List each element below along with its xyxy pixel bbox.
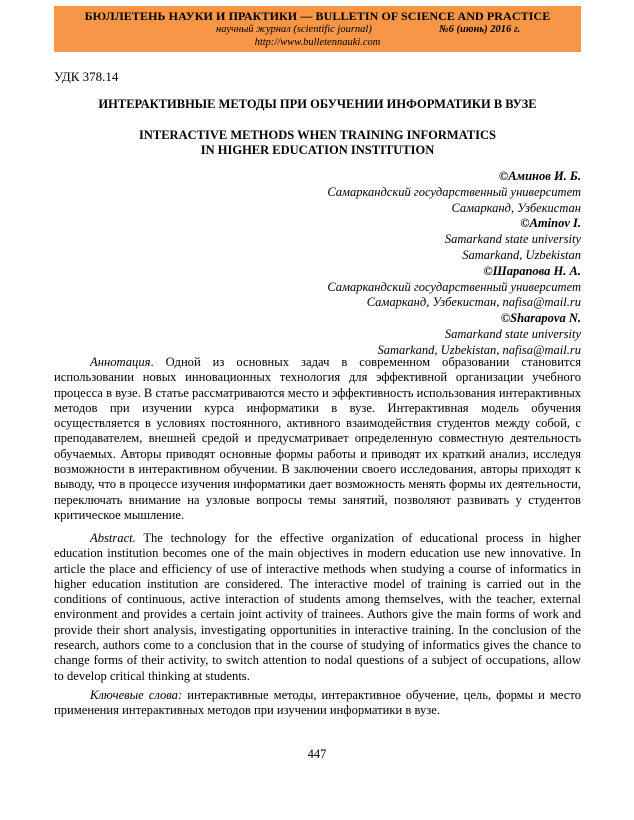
journal-title: БЮЛЛЕТЕНЬ НАУКИ И ПРАКТИКИ — BULLETIN OF SCIENCE AND PRACTICE xyxy=(84,9,551,23)
abstract-text: The technology for the effective organization of educational process in higher education institution becomes one of the main objectives in modern education use new innovative. In article the place and efficiency of use of interactive methods when studying a course of informatics in higher education institution are considered. The interactive model of training is carried out in the conditions of continuous, active interaction of students among themselves, with the teacher, external environment and provides a certain joint activity of trainees. Authors give the main forms of work and provide their short analysis, investigating opportunities in interactive training. In the conclusion of the research, authors come to a conclusion that in the course of studying of informatics gives the chance to change forms of their activity, to switch attention to nodal questions of a subject of occupations, allow to develop critical thinking at students. xyxy=(54,531,581,683)
page-number: 447 xyxy=(307,747,327,761)
journal-header-banner xyxy=(54,6,581,52)
title-russian: ИНТЕРАКТИВНЫЕ МЕТОДЫ ПРИ ОБУЧЕНИИ ИНФОРМАТИКИ В ВУЗЕ xyxy=(98,97,537,111)
keywords-text: интерактивные методы, интерактивное обучение, цель, формы и место применения интерактивных методов при изучении информатики в вузе. xyxy=(54,688,581,718)
author-name: ©Шарапова Н. А. xyxy=(483,263,581,278)
issue-label: №6 (июнь) 2016 г. xyxy=(439,24,521,35)
abstract-paragraph xyxy=(54,531,581,684)
udk-code: УДК 378.14 xyxy=(54,69,119,84)
author-affiliation: Самаркандский государственный университет xyxy=(327,184,581,199)
author-location-email: Samarkand, Uzbekistan, nafisa@mail.ru xyxy=(377,342,581,357)
author-affiliation: Samarkand state university xyxy=(444,326,581,341)
author-location: Самарканд, Узбекистан xyxy=(451,200,581,215)
author-name: ©Aminov I. xyxy=(520,216,581,231)
author-name: ©Аминов И. Б. xyxy=(498,169,581,183)
annotation-text: . Одной из основных задач в современном образовании становится использовании новых инновационных технология для эффективной организации учебного процесса в вузе. В статье рассматриваются место и эффективность использования интерактивных методов при изучении курса информатики в вузе. Интерактивная модель обучения осуществляется в условиях постоянного, активного взаимодействия студентов между собой, с преподавателем, внешней средой и предусматривает определенную совместную деятельность обучаемых. Авторы приводят основные формы работы и приводят их краткий анализ, исследуя возможности в интерактивном обучении. В заключении своего исследования, авторы приходят к выводу, что в процессе изучения информатики дает возможность менять формы их деятельности, переключать внимание на узловые вопросы темы занятий, позволяют развивать у студентов критическое мышление. xyxy=(54,355,581,522)
author-affiliation: Samarkand state university xyxy=(444,232,581,247)
author-name: ©Sharapova N. xyxy=(500,311,581,326)
author-affiliation: Самаркандский государственный университет xyxy=(327,279,581,294)
abstract-label: Abstract. xyxy=(90,531,136,545)
author-location-email: Самарканд, Узбекистан, nafisa@mail.ru xyxy=(366,295,581,310)
title-english-line2: IN HIGHER EDUCATION INSTITUTION xyxy=(200,143,435,157)
journal-url[interactable]: http://www.bulletennauki.com xyxy=(254,37,381,48)
keywords-paragraph xyxy=(54,688,581,719)
annotation-paragraph xyxy=(54,355,581,523)
annotation-label: Аннотация xyxy=(90,355,151,369)
keywords-label: Ключевые слова: xyxy=(90,688,183,702)
title-english-line1: INTERACTIVE METHODS WHEN TRAINING INFORMATICS xyxy=(138,128,496,142)
journal-type: научный журнал (scientific journal) xyxy=(216,24,372,35)
author-location: Samarkand, Uzbekistan xyxy=(462,247,581,262)
authors-block xyxy=(327,169,581,359)
journal-subline xyxy=(54,23,581,36)
